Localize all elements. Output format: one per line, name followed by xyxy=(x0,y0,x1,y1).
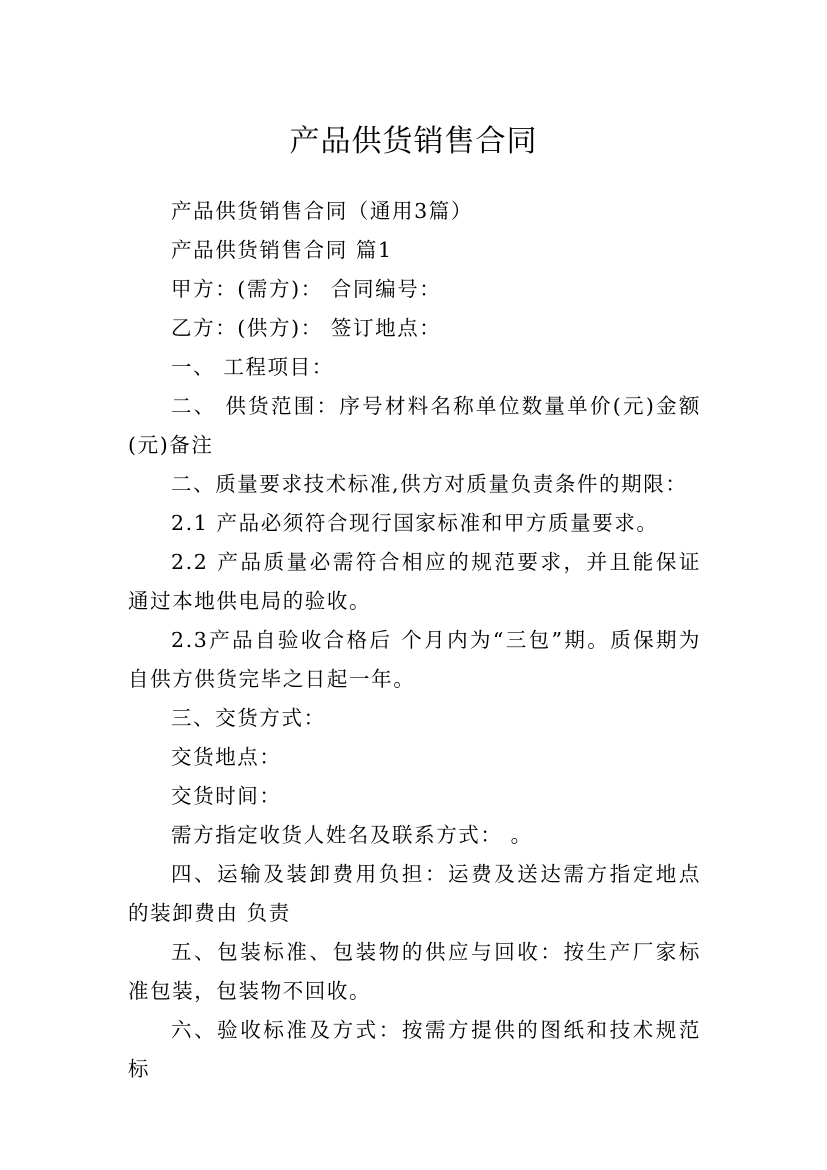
paragraph-delivery-time: 交货时间： xyxy=(171,784,282,808)
paragraph-delivery-place: 交货地点： xyxy=(171,745,282,769)
paragraph-acceptance: 六、验收标准及方式：按需方提供的图纸和技术规范标 xyxy=(128,1018,701,1081)
document-title: 产品供货销售合同 xyxy=(289,124,538,160)
paragraph-clause-2-3: 2.3产品自验收合格后 个月内为“三包”期。质保期为自供方供货完毕之日起一年。 xyxy=(128,628,701,691)
paragraph-receiver: 需方指定收货人姓名及联系方式： 。 xyxy=(171,823,533,847)
paragraph-transport-costs: 四、运输及装卸费用负担：运费及送达需方指定地点的装卸费由 负责 xyxy=(128,862,701,925)
paragraph-part-label: 产品供货销售合同 篇1 xyxy=(171,238,393,262)
document-body xyxy=(128,192,701,1089)
paragraph-project: 一、 工程项目： xyxy=(171,355,334,379)
paragraph-heading: 产品供货销售合同（通用3篇） xyxy=(171,199,473,223)
paragraph-quality-requirements: 二、质量要求技术标准,供方对质量负责条件的期限： xyxy=(171,472,688,496)
paragraph-clause-2-1: 2.1 产品必须符合现行国家标准和甲方质量要求。 xyxy=(171,511,659,535)
paragraph-party-a: 甲方：(需方)： 合同编号： xyxy=(171,277,442,301)
paragraph-delivery-method: 三、交货方式： xyxy=(171,706,326,730)
paragraph-packaging: 五、包装标准、包装物的供应与回收：按生产厂家标准包装，包装物不回收。 xyxy=(128,940,701,1003)
paragraph-clause-2-2: 2.2 产品质量必需符合相应的规范要求，并且能保证通过本地供电局的验收。 xyxy=(128,550,701,613)
paragraph-party-b: 乙方：(供方)： 签订地点： xyxy=(171,316,442,340)
paragraph-supply-scope: 二、 供货范围：序号材料名称单位数量单价(元)金额(元)备注 xyxy=(128,394,701,457)
